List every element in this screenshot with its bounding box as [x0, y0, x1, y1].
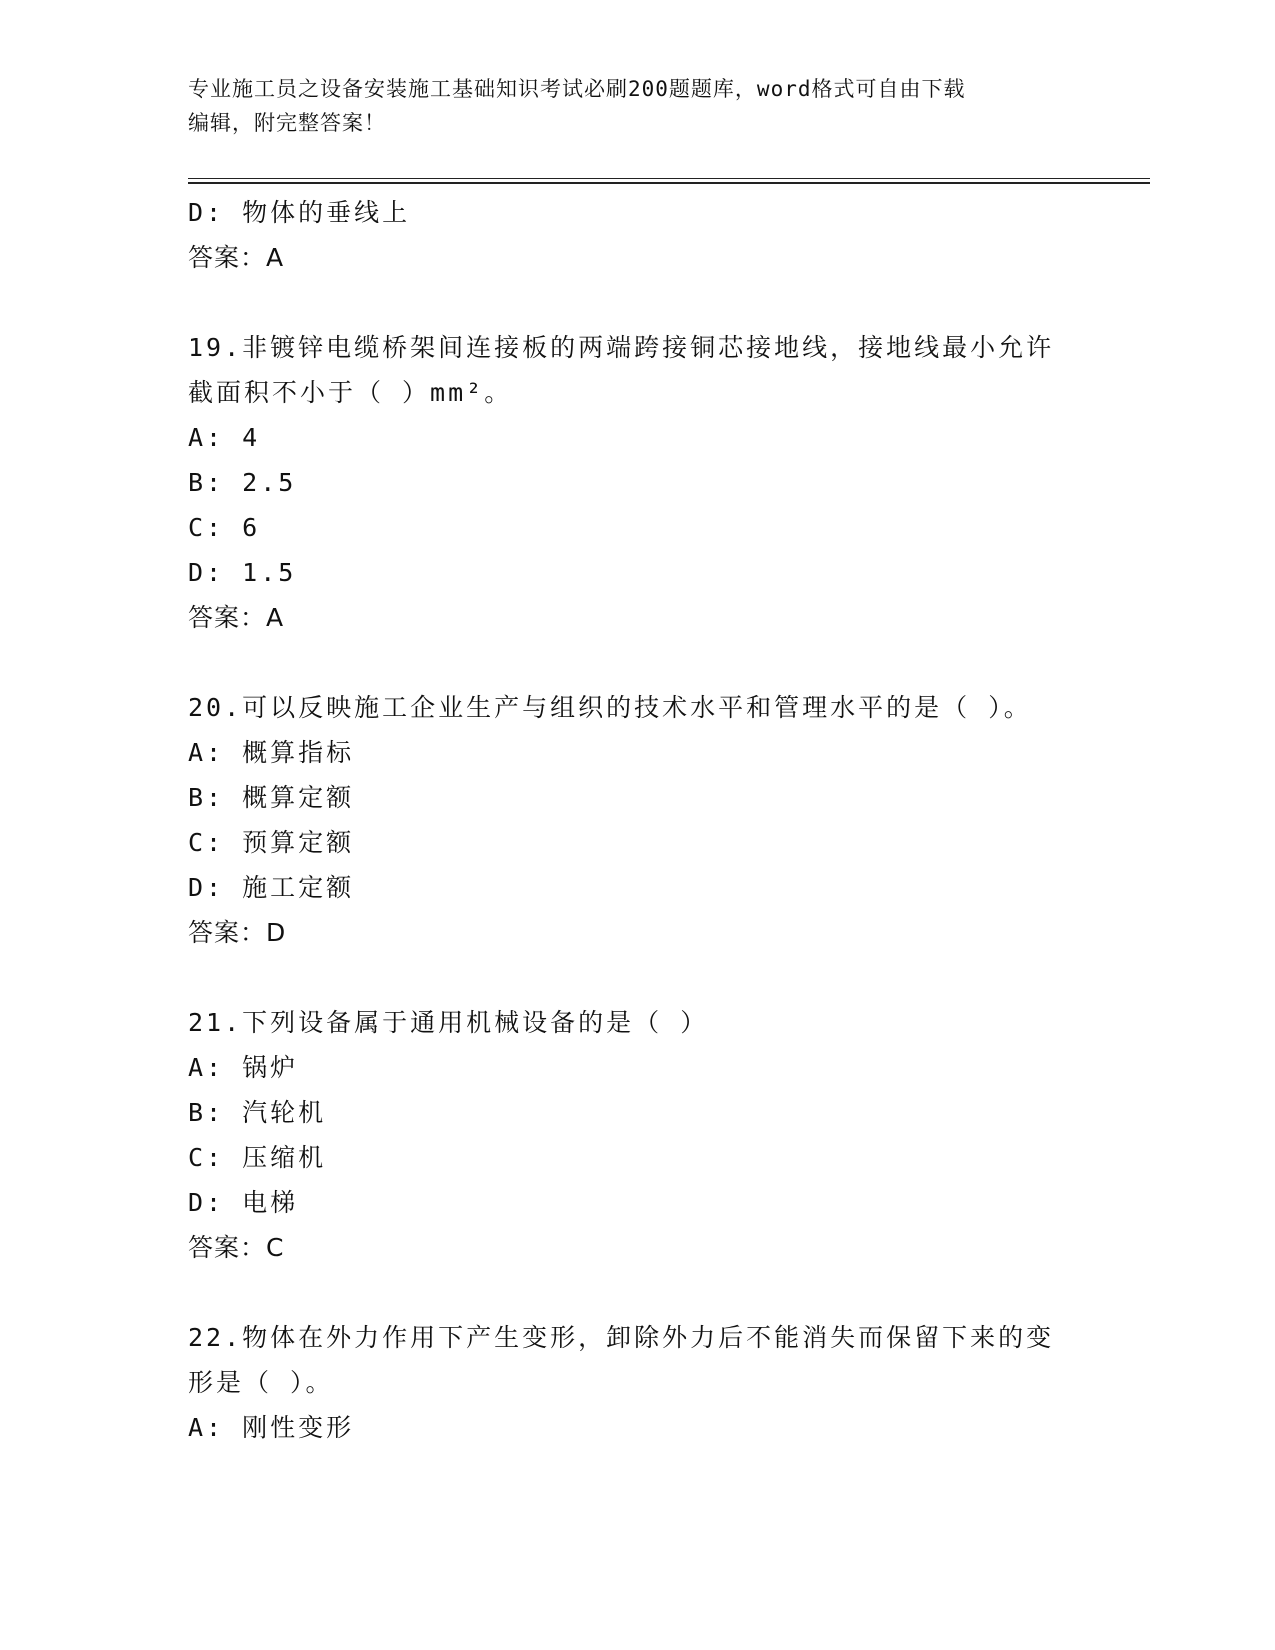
question-stem-line2: 形是（ ）。	[188, 1368, 334, 1397]
question-stem-line1: 19.非镀锌电缆桥架间连接板的两端跨接铜芯接地线，接地线最小允许	[188, 333, 1055, 362]
answer-line: 答案：C	[188, 1233, 285, 1262]
option-c: C: 预算定额	[188, 828, 355, 857]
question-21	[188, 1000, 1088, 1270]
option-a: A: 概算指标	[188, 738, 355, 767]
question-stem	[188, 685, 1088, 730]
spacer	[188, 1270, 1088, 1315]
question-list	[188, 190, 1088, 1450]
option-c: C: 6	[188, 513, 261, 542]
spacer	[188, 955, 1088, 1000]
header-divider-thin	[188, 178, 1150, 179]
question-stem-line2: 截面积不小于（ ）mm²。	[188, 378, 513, 407]
question-18	[188, 190, 1088, 280]
question-20	[188, 685, 1088, 955]
option-a: A: 锅炉	[188, 1053, 299, 1082]
question-stem	[188, 1000, 1088, 1045]
answer-line: 答案：A	[188, 243, 285, 272]
question-stem-line1: 21.下列设备属于通用机械设备的是（ ）	[188, 1008, 709, 1037]
question-stem-line1: 20.可以反映施工企业生产与组织的技术水平和管理水平的是（ ）。	[188, 693, 1032, 722]
header-divider-thick	[188, 182, 1150, 184]
option-b: B: 汽轮机	[188, 1098, 327, 1127]
header-title-line1: 专业施工员之设备安装施工基础知识考试必刷200题题库，word格式可自由下载	[188, 77, 966, 101]
option-d: D: 施工定额	[188, 873, 355, 902]
option-a: A: 刚性变形	[188, 1413, 355, 1442]
answer-line: 答案：D	[188, 918, 287, 947]
answer-line: 答案：A	[188, 603, 285, 632]
option-d: D: 1.5	[188, 558, 297, 587]
question-stem-line1: 22.物体在外力作用下产生变形，卸除外力后不能消失而保留下来的变	[188, 1323, 1055, 1352]
option-b: B: 2.5	[188, 468, 297, 497]
option-b: B: 概算定额	[188, 783, 355, 812]
option-c: C: 压缩机	[188, 1143, 327, 1172]
header-title-line2: 编辑，附完整答案！	[188, 111, 386, 135]
question-stem	[188, 1315, 1088, 1405]
option-d: D: 物体的垂线上	[188, 198, 411, 227]
option-d: D: 电梯	[188, 1188, 299, 1217]
question-19	[188, 325, 1088, 640]
document-header	[188, 72, 1088, 140]
question-22	[188, 1315, 1088, 1450]
option-a: A: 4	[188, 423, 261, 452]
spacer	[188, 280, 1088, 325]
spacer	[188, 640, 1088, 685]
question-stem	[188, 325, 1088, 415]
